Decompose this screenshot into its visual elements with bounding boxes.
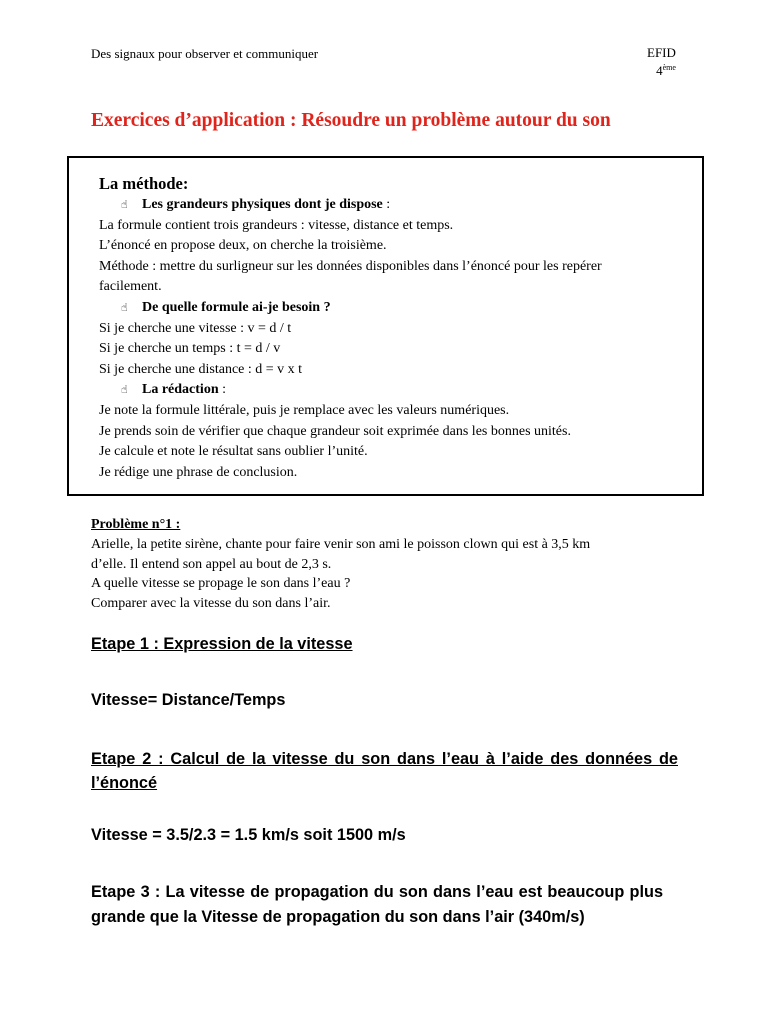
method-line: Méthode : mettre du surligneur sur les données disponibles dans l’énoncé pour les repérer xyxy=(99,258,602,274)
speed-calculation: Vitesse = 3.5/2.3 = 1.5 km/s soit 1500 m/s xyxy=(91,826,406,844)
problem-line: A quelle vitesse se propage le son dans l’eau ? xyxy=(91,576,351,591)
section-1-heading: Les grandeurs physiques dont je dispose xyxy=(142,197,383,212)
speed-formula: Vitesse= Distance/Temps xyxy=(91,691,286,709)
method-line: Si je cherche une distance : d = v x t xyxy=(99,361,303,377)
class-level-number: 4 xyxy=(656,63,663,78)
class-level xyxy=(647,61,676,78)
problem-line: Comparer avec la vitesse du son dans l’air. xyxy=(91,595,331,611)
method-box xyxy=(67,156,704,496)
section-3-heading: La rédaction xyxy=(142,382,219,398)
header-school xyxy=(647,46,676,78)
method-title: La méthode: xyxy=(99,174,189,193)
school-name: EFID xyxy=(647,45,676,60)
section-1-colon: : xyxy=(382,197,391,212)
method-line: Je calcule et note le résultat sans oublier l’unité. xyxy=(99,444,368,460)
pointing-hand-icon: ☝ xyxy=(121,300,128,314)
method-section-2 xyxy=(99,298,682,319)
problem-title: Problème n°1 : xyxy=(91,517,181,532)
problem-line: d’elle. Il entend son appel au bout de 2,3 s. xyxy=(91,556,332,572)
pointing-hand-icon: ☝ xyxy=(121,383,128,397)
page-title: Exercices d’application : Résoudre un problème autour du son xyxy=(91,110,611,131)
problem-line: Arielle, la petite sirène, chante pour faire venir son ami le poisson clown qui est à 3,5 km xyxy=(91,537,591,552)
step-3-conclusion: Etape 3 : La vitesse de propagation du son dans l’eau est beaucoup plus grande que la Vitesse de propagation du son dans l’air (340m/s) xyxy=(91,883,663,926)
method-line: Si je cherche une vitesse : v = d / t xyxy=(99,320,292,336)
method-line: Je prends soin de vérifier que chaque grandeur soit exprimée dans les bonnes unités. xyxy=(99,423,571,439)
class-level-suffix: ème xyxy=(662,63,676,72)
method-line: Si je cherche un temps : t = d / v xyxy=(99,341,281,357)
pointing-hand-icon: ☝ xyxy=(121,198,128,211)
step-2-heading: Etape 2 : Calcul de la vitesse du son dans l’eau à l’aide des données de l’énoncé xyxy=(91,750,678,792)
method-line: Je rédige une phrase de conclusion. xyxy=(99,464,298,480)
problem-statement xyxy=(91,515,651,613)
method-line: Je note la formule littérale, puis je remplace avec les valeurs numériques. xyxy=(99,402,510,418)
method-line: L’énoncé en propose deux, on cherche la troisième. xyxy=(99,238,387,254)
section-3-colon: : xyxy=(218,382,226,398)
step-1-heading: Etape 1 : Expression de la vitesse xyxy=(91,635,353,653)
section-2-heading: De quelle formule ai-je besoin ? xyxy=(142,299,331,315)
method-section-1 xyxy=(99,195,682,216)
method-line: facilement. xyxy=(99,279,162,295)
header-subject: Des signaux pour observer et communiquer xyxy=(91,46,319,61)
method-section-3 xyxy=(99,380,682,401)
method-line: La formule contient trois grandeurs : vitesse, distance et temps. xyxy=(99,217,454,233)
